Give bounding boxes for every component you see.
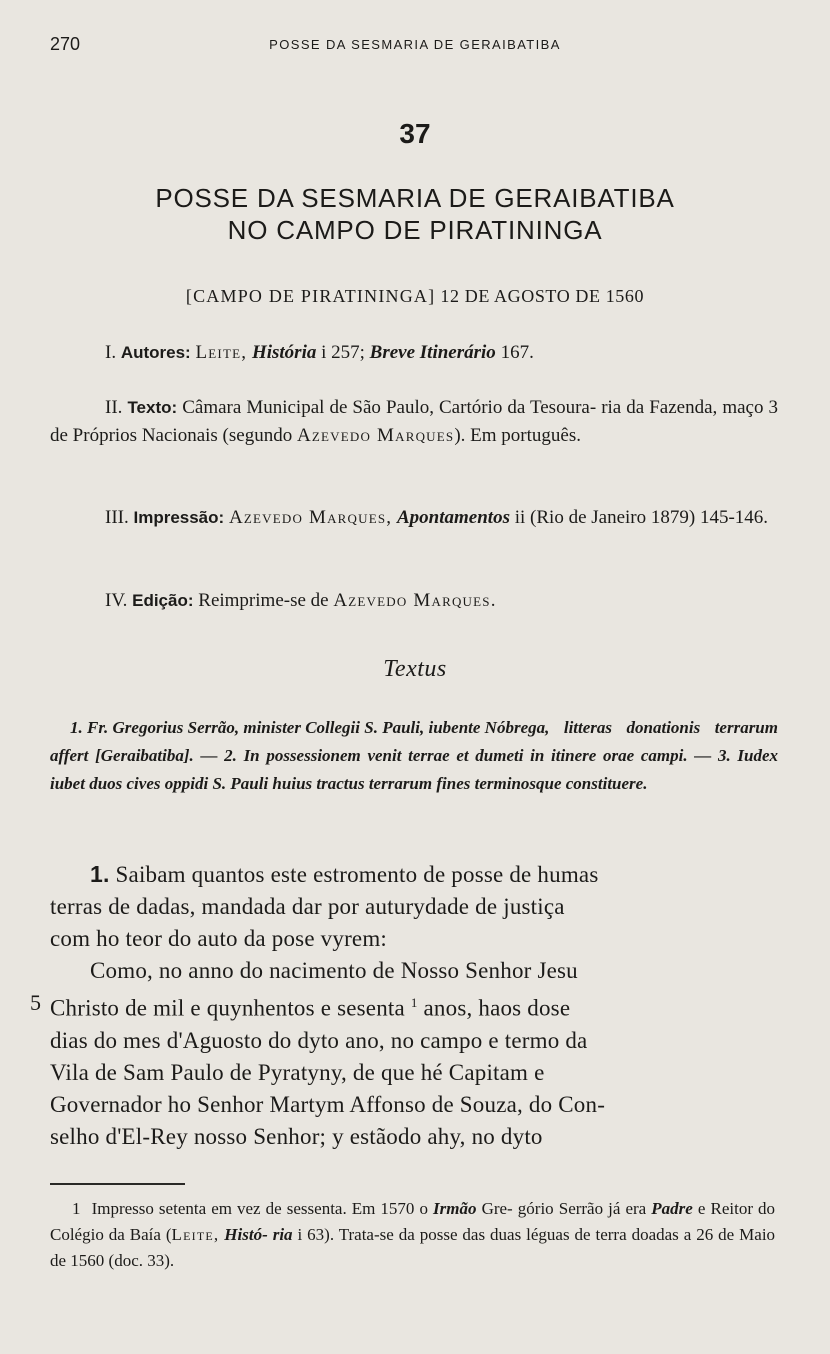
work-apontamentos: Apontamentos <box>397 507 510 528</box>
texto-line-c: ). Em português. <box>454 425 581 446</box>
line-number-marker: 5 <box>30 990 42 1015</box>
title-line-2: NO CAMPO DE PIRATININGA <box>227 215 603 245</box>
date-line <box>0 286 830 307</box>
running-title: POSSE DA SESMARIA DE GERAIBATIBA <box>269 37 561 52</box>
text-line: 5 Christo de mil e quynhentos e sesenta $^1$ anos, haos dose <box>50 987 778 1025</box>
apparatus-edicao <box>50 587 778 615</box>
latin-summary <box>50 714 778 798</box>
text-line: Vila de Sam Paulo de Pyratyny, de que hé Capitam e <box>50 1059 545 1085</box>
summary-bracket: [Geraibatiba] <box>95 746 190 765</box>
footnote-number: 1 <box>72 1199 81 1218</box>
impressao-line-b: Janeiro 1879) 145-146. <box>591 507 769 528</box>
numeral: I. <box>105 342 117 363</box>
footnote-reference: 1 <box>410 995 418 1010</box>
text-line: terras de dadas, mandada dar por auturydade de justiça <box>50 894 565 919</box>
footnote: 1 Impresso setenta em vez de sessenta. Em 1570 o Irmão Gre- gório Serrão já era Padre e Reitor do Colégio da Baía (Leite, Histó- ria i 63). Trata-se da posse das duas léguas de terra doadas a 26 de Maio de 1560 (doc. 33). <box>50 1199 776 1270</box>
author-azevedo-marques: Azevedo Marques <box>296 425 455 446</box>
texto-line-b: ria da Fazenda, maço 3 de Próprios Nacionais (segundo <box>50 397 778 446</box>
ref: i 257; <box>321 342 365 363</box>
text-line: com ho teor do auto da pose vyrem: <box>50 926 388 951</box>
running-head <box>50 34 780 58</box>
numeral: III. <box>105 507 129 528</box>
numeral: IV. <box>105 590 128 611</box>
document-number: 37 <box>399 118 431 149</box>
text-line: selho d'El-Rey nosso Senhor; y estãodo ahy, no dyto <box>50 1123 543 1149</box>
edicao-text: Reimprime-se de <box>198 590 329 611</box>
apparatus-impressao <box>50 504 778 532</box>
date-text: 12 DE AGOSTO DE 1560 <box>440 286 645 306</box>
paragraph-number: 1. <box>90 861 110 887</box>
ref: 167. <box>500 342 534 363</box>
date-place: [CAMPO DE PIRATININGA] <box>185 286 436 306</box>
author-azevedo-marques: Azevedo Marques. <box>333 590 497 611</box>
title-line-1: POSSE DA SESMARIA DE GERAIBATIBA <box>155 183 675 213</box>
work-breve-itinerario: Breve Itinerário <box>369 342 496 363</box>
text-line: Como, no anno do nacimento de Nosso Senhor Jesu <box>90 958 578 983</box>
author-leite: Leite, <box>195 342 248 363</box>
impressao-line-a: ii (Rio de <box>514 507 587 528</box>
texto-line-a: Câmara Municipal de São Paulo, Cartório da Tesoura- <box>182 397 597 418</box>
numeral: II. <box>105 397 123 418</box>
document-title <box>0 182 830 246</box>
apparatus-texto <box>50 394 778 450</box>
footnote-divider <box>50 1183 185 1185</box>
main-text <box>30 858 778 1153</box>
page-number: 270 <box>50 34 81 54</box>
autores-label: Autores: <box>120 343 191 362</box>
texto-label: Texto: <box>127 398 178 417</box>
summary-line-a: 1. Fr. Gregorius Serrão, minister Collegii S. Pauli, iubente Nóbrega, <box>70 718 550 737</box>
summary-line-e: oppidi S. Pauli huius tractus terrarum fines terminosque constituere. <box>164 774 648 793</box>
impressao-label: Impressão: <box>133 508 225 527</box>
work-historia: História <box>251 342 317 363</box>
author-azevedo-marques: Azevedo Marques, <box>228 507 393 528</box>
text-line: 1. Saibam quantos este estromento de posse de humas <box>90 861 599 887</box>
summary-line-b: litteras donationis terrarum affert <box>50 718 778 765</box>
summary-line-c: . — 2. In possessionem <box>189 746 361 765</box>
text-line: Governador ho Senhor Martym Affonso de Souza, do Con- <box>50 1091 606 1117</box>
summary-line-d: venit terrae et dumeti in itinere orae campi. — 3. Iudex iubet duos cives <box>50 746 779 793</box>
text-line: dias do mes d'Aguosto do dyto ano, no campo e termo da <box>50 1027 588 1053</box>
apparatus-autores <box>50 339 778 367</box>
textus-heading: Textus <box>383 656 447 682</box>
edicao-label: Edição: <box>132 591 194 610</box>
